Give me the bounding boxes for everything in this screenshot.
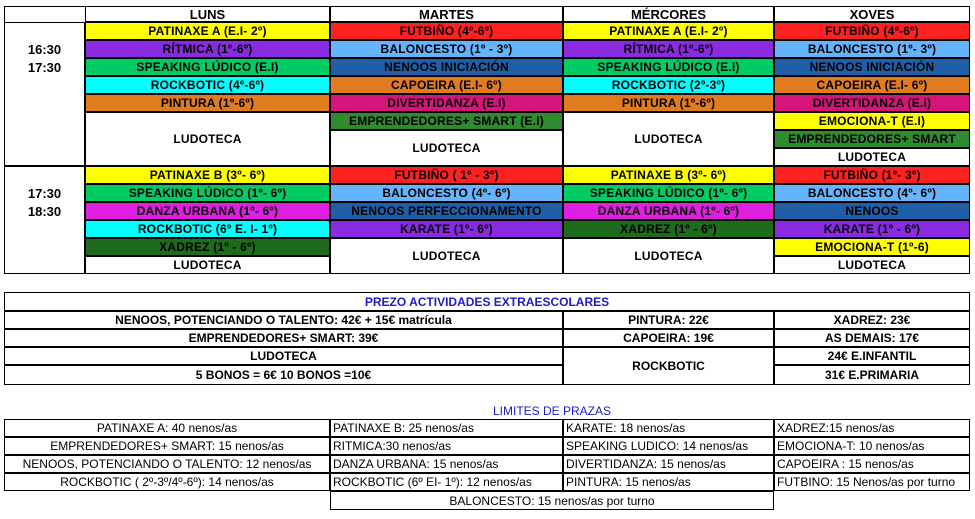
limit-cell: XADREZ:15 nenos/as	[774, 419, 970, 437]
activity-cell: SPEAKING LÚDICO (E.I)	[85, 58, 330, 76]
activity-cell: ROCKBOTIC (6º E. I- 1º)	[85, 220, 330, 238]
time-start-2: 17:30	[27, 186, 62, 201]
price-capoeira: CAPOEIRA: 19€	[563, 329, 774, 347]
price-rockbotic: ROCKBOTIC	[563, 347, 774, 385]
activity-cell: PATINAXE B (3º- 6º)	[85, 166, 330, 184]
activity-cell: DANZA URBANA (1º- 6º)	[563, 202, 774, 220]
limit-cell: EMOCIONA-T: 10 nenos/as	[774, 437, 970, 455]
activity-cell: NENOOS INICIACIÓN	[330, 58, 563, 76]
activity-cell: PATINAXE B (3º- 6º)	[563, 166, 774, 184]
activity-cell: FUTBIÑO (4º-6º)	[330, 22, 563, 40]
day-header-xoves: XOVES	[774, 6, 970, 22]
activity-cell: PATINAXE A (E.I- 2º)	[85, 22, 330, 40]
activity-cell: LUDOTECA	[774, 256, 970, 274]
activity-cell: ROCKBOTIC (2º-3º)	[563, 76, 774, 94]
activity-cell: BALONCESTO (4º- 6º)	[774, 184, 970, 202]
activity-cell: ROCKBOTIC (4º-6º)	[85, 76, 330, 94]
activity-cell: EMPRENDEDORES+ SMART	[774, 130, 970, 148]
price-pintura: PINTURA: 22€	[563, 311, 774, 329]
activity-cell: LUDOTECA	[563, 112, 774, 166]
activity-cell: DIVERTIDANZA (E.I)	[774, 94, 970, 112]
activity-cell: DANZA URBANA (1º- 6º)	[85, 202, 330, 220]
price-emprendedores: EMPRENDEDORES+ SMART: 39€	[4, 329, 563, 347]
time-block-2	[4, 166, 85, 274]
limit-cell: PATINAXE A: 40 nenos/as	[4, 419, 330, 437]
price-nenoos: NENOOS, POTENCIANDO O TALENTO: 42€ + 15€ matrícula	[4, 311, 563, 329]
activity-cell: NENOOS	[774, 202, 970, 220]
activity-cell: FUTBIÑO (4º-6º)	[774, 22, 970, 40]
activity-cell: FUTBIÑO ( 1º - 3º)	[330, 166, 563, 184]
activity-cell: PINTURA (1º-6º)	[563, 94, 774, 112]
price-bonos: 5 BONOS = 6€ 10 BONOS =10€	[4, 365, 563, 385]
limit-cell: RITMICA:30 nenos/as	[330, 437, 563, 455]
activity-cell: RÍTMICA (1º-6º)	[563, 40, 774, 58]
activity-cell: XADREZ (1º - 6º)	[85, 238, 330, 256]
limit-cell: PINTURA: 15 nenos/as	[563, 473, 774, 491]
activity-cell: DIVERTIDANZA (E.I)	[330, 94, 563, 112]
limits-title: LIMITES DE PRAZAS	[492, 403, 612, 418]
day-header-luns: LUNS	[85, 6, 330, 22]
day-header-mercores: MÉRCORES	[563, 6, 774, 22]
activity-cell: SPEAKING LÚDICO (E.I)	[563, 58, 774, 76]
activity-cell: PATINAXE A (E.I- 2º)	[563, 22, 774, 40]
day-header-martes: MARTES	[330, 6, 563, 22]
limit-cell: ROCKBOTIC (6º EI- 1º): 12 nenos/as	[330, 473, 563, 491]
activity-cell: LUDOTECA	[85, 256, 330, 274]
activity-cell: BALONCESTO (1º- 3º)	[774, 40, 970, 58]
time-end-2: 18:30	[27, 204, 62, 219]
activity-cell: EMOCIONA-T (1º-6)	[774, 238, 970, 256]
activity-cell: RÍTMICA (1º-6º)	[85, 40, 330, 58]
activity-cell: LUDOTECA	[563, 238, 774, 274]
limit-cell: DIVERTIDANZA: 15 nenos/as	[563, 455, 774, 473]
activity-cell: CAPOEIRA (E.I- 6º)	[330, 76, 563, 94]
price-ludoteca: LUDOTECA	[4, 347, 563, 365]
limit-cell: CAPOEIRA : 15 nenos/as	[774, 455, 970, 473]
activity-cell: KARATE (1º - 6º)	[774, 220, 970, 238]
activity-cell: NENOOS INICIACIÓN	[774, 58, 970, 76]
activity-cell: EMOCIONA-T (E.I)	[774, 112, 970, 130]
limit-cell: ROCKBOTIC ( 2º-3º/4º-6º): 14 nenos/as	[4, 473, 330, 491]
activity-cell: BALONCESTO (4º- 6º)	[330, 184, 563, 202]
price-as-demais: AS DEMAIS: 17€	[774, 329, 970, 347]
activity-cell: FUTBIÑO (1º- 3º)	[774, 166, 970, 184]
limit-cell: DANZA URBANA: 15 nenos/as	[330, 455, 563, 473]
limit-cell: NENOOS, POTENCIANDO O TALENTO: 12 nenos/as	[4, 455, 330, 473]
activity-cell: CAPOEIRA (E.I- 6º)	[774, 76, 970, 94]
activity-cell: NENOOS PERFECCIONAMENTO	[330, 202, 563, 220]
activity-cell: PINTURA (1º-6º)	[85, 94, 330, 112]
limit-baloncesto: BALONCESTO: 15 nenos/as por turno	[330, 491, 774, 510]
limit-cell: FUTBINO: 15 Nenos/as por turno	[774, 473, 970, 491]
time-end-1: 17:30	[27, 60, 62, 75]
price-infantil: 24€ E.INFANTIL	[774, 347, 970, 365]
activity-cell: BALONCESTO (1º - 3º)	[330, 40, 563, 58]
activity-cell: LUDOTECA	[330, 238, 563, 274]
price-xadrez: XADREZ: 23€	[774, 311, 970, 329]
limit-cell: EMPRENDEDORES+ SMART: 15 nenos/as	[4, 437, 330, 455]
price-primaria: 31€ E.PRIMARIA	[774, 365, 970, 385]
activity-cell: LUDOTECA	[774, 148, 970, 166]
activity-cell: LUDOTECA	[85, 112, 330, 166]
activity-cell: EMPRENDEDORES+ SMART (E.I)	[330, 112, 563, 130]
time-block-1	[4, 22, 85, 166]
activity-cell: LUDOTECA	[330, 130, 563, 166]
limit-cell: KARATE: 18 nenos/as	[563, 419, 774, 437]
limit-cell: SPEAKING LUDICO: 14 nenos/as	[563, 437, 774, 455]
limit-cell: PATINAXE B: 25 nenos/as	[330, 419, 563, 437]
activity-cell: SPEAKING LÚDICO (1º- 6º)	[85, 184, 330, 202]
activity-cell: SPEAKING LÚDICO (1º- 6º)	[563, 184, 774, 202]
prices-title: PREZO ACTIVIDADES EXTRAESCOLARES	[4, 292, 970, 311]
activity-cell: XADREZ (1º - 6º)	[563, 220, 774, 238]
activity-cell: KARATE (1º- 6º)	[330, 220, 563, 238]
time-start-1: 16:30	[27, 42, 62, 57]
